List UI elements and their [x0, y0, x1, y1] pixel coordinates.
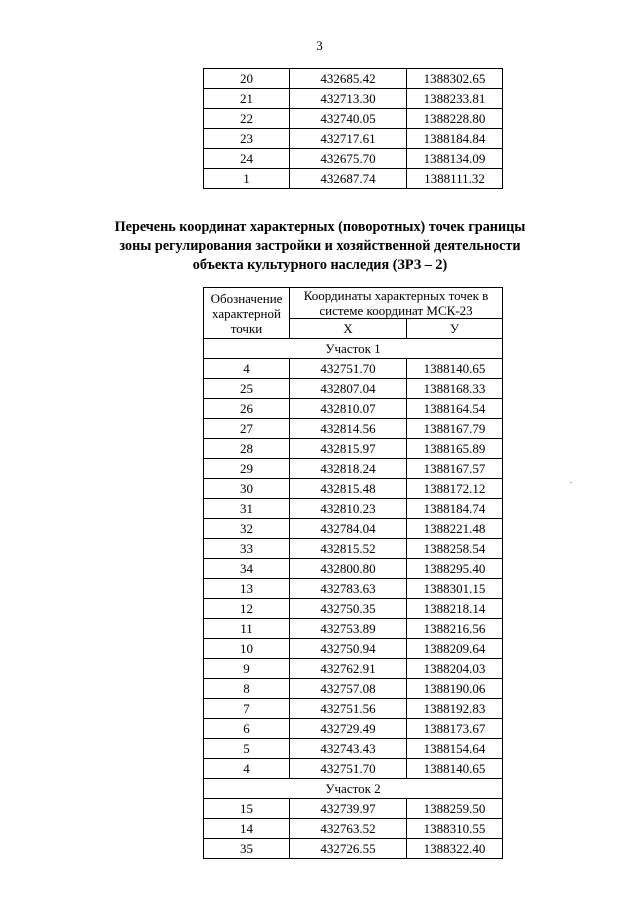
- point-designation-header: Обозначение характерной точки: [204, 288, 290, 339]
- table-row: [204, 89, 503, 109]
- x-coordinate-cell: 432751.56: [290, 699, 407, 719]
- y-coordinate-cell: 1388218.14: [407, 599, 503, 619]
- table-row: [204, 799, 503, 819]
- x-coordinate-cell: 432751.70: [290, 359, 407, 379]
- continued-coordinates-table: [203, 68, 503, 189]
- x-coordinate-cell: 432743.43: [290, 739, 407, 759]
- table-row: [204, 599, 503, 619]
- section-heading: Перечень координат характерных (поворотных) точек границы зоны регулирования застройки и хозяйственной деятельности объекта культурного наследия (ЗРЗ – 2): [114, 219, 526, 273]
- y-coordinate-cell: 1388168.33: [407, 379, 503, 399]
- y-coordinate-cell: 1388190.06: [407, 679, 503, 699]
- table-row: [204, 619, 503, 639]
- table-row: [204, 699, 503, 719]
- x-coordinate-cell: 432807.04: [290, 379, 407, 399]
- y-coordinate-cell: 1388204.03: [407, 659, 503, 679]
- x-coordinate-cell: 432815.52: [290, 539, 407, 559]
- section-title-row: [204, 339, 503, 359]
- table-row: [204, 739, 503, 759]
- y-coordinate-cell: 1388140.65: [407, 759, 503, 779]
- x-coordinate-cell: 432753.89: [290, 619, 407, 639]
- point-number-cell: 10: [204, 639, 290, 659]
- y-coordinate-cell: 1388221.48: [407, 519, 503, 539]
- y-coordinate-cell: 1388184.84: [407, 129, 503, 149]
- point-number-cell: 23: [204, 129, 290, 149]
- table-row: [204, 579, 503, 599]
- stray-mark: .: [570, 476, 572, 485]
- point-number-cell: 26: [204, 399, 290, 419]
- point-number-cell: 28: [204, 439, 290, 459]
- y-coordinate-cell: 1388111.32: [407, 169, 503, 189]
- x-coordinate-cell: 432740.05: [290, 109, 407, 129]
- page-number: 3: [316, 38, 323, 53]
- x-coordinate-cell: 432810.07: [290, 399, 407, 419]
- table-row: [204, 129, 503, 149]
- x-coordinate-cell: 432750.35: [290, 599, 407, 619]
- y-coordinate-cell: 1388258.54: [407, 539, 503, 559]
- x-coordinate-cell: 432818.24: [290, 459, 407, 479]
- table-row: [204, 839, 503, 859]
- table-row: [204, 679, 503, 699]
- point-number-cell: 24: [204, 149, 290, 169]
- x-coordinate-cell: 432815.97: [290, 439, 407, 459]
- table-row: [204, 69, 503, 89]
- x-coordinate-cell: 432757.08: [290, 679, 407, 699]
- x-coordinate-cell: 432810.23: [290, 499, 407, 519]
- y-column-header: У: [407, 319, 503, 339]
- y-coordinate-cell: 1388216.56: [407, 619, 503, 639]
- point-number-cell: 4: [204, 759, 290, 779]
- y-coordinate-cell: 1388192.83: [407, 699, 503, 719]
- y-coordinate-cell: 1388173.67: [407, 719, 503, 739]
- x-coordinate-cell: 432750.94: [290, 639, 407, 659]
- x-coordinate-cell: 432814.56: [290, 419, 407, 439]
- table-row: [204, 169, 503, 189]
- y-coordinate-cell: 1388167.57: [407, 459, 503, 479]
- x-coordinate-cell: 432717.61: [290, 129, 407, 149]
- y-coordinate-cell: 1388322.40: [407, 839, 503, 859]
- y-coordinate-cell: 1388295.40: [407, 559, 503, 579]
- table-row: [204, 359, 503, 379]
- y-coordinate-cell: 1388310.55: [407, 819, 503, 839]
- table-row: [204, 149, 503, 169]
- point-number-cell: 7: [204, 699, 290, 719]
- section-title: Участок 1: [204, 339, 503, 359]
- x-coordinate-cell: 432685.42: [290, 69, 407, 89]
- point-number-cell: 5: [204, 739, 290, 759]
- x-coordinate-cell: 432713.30: [290, 89, 407, 109]
- x-column-header: X: [290, 319, 407, 339]
- y-coordinate-cell: 1388209.64: [407, 639, 503, 659]
- y-coordinate-cell: 1388301.15: [407, 579, 503, 599]
- table-row: [204, 109, 503, 129]
- table-row: [204, 459, 503, 479]
- x-coordinate-cell: 432762.91: [290, 659, 407, 679]
- x-coordinate-cell: 432687.74: [290, 169, 407, 189]
- section-title: Участок 2: [204, 779, 503, 799]
- y-coordinate-cell: 1388165.89: [407, 439, 503, 459]
- x-coordinate-cell: 432751.70: [290, 759, 407, 779]
- y-coordinate-cell: 1388154.64: [407, 739, 503, 759]
- x-coordinate-cell: 432763.52: [290, 819, 407, 839]
- coordinates-header: Координаты характерных точек в системе координат МСК-23: [290, 288, 503, 319]
- point-number-cell: 15: [204, 799, 290, 819]
- point-number-cell: 31: [204, 499, 290, 519]
- point-number-cell: 32: [204, 519, 290, 539]
- point-number-cell: 13: [204, 579, 290, 599]
- point-number-cell: 33: [204, 539, 290, 559]
- point-number-cell: 4: [204, 359, 290, 379]
- point-number-cell: 29: [204, 459, 290, 479]
- y-coordinate-cell: 1388164.54: [407, 399, 503, 419]
- table-row: [204, 419, 503, 439]
- table-row: [204, 539, 503, 559]
- table-row: [204, 759, 503, 779]
- y-coordinate-cell: 1388140.65: [407, 359, 503, 379]
- point-number-cell: 34: [204, 559, 290, 579]
- point-number-cell: 8: [204, 679, 290, 699]
- point-number-cell: 27: [204, 419, 290, 439]
- y-coordinate-cell: 1388233.81: [407, 89, 503, 109]
- point-number-cell: 25: [204, 379, 290, 399]
- table-row: [204, 659, 503, 679]
- x-coordinate-cell: 432800.80: [290, 559, 407, 579]
- table-row: [204, 819, 503, 839]
- x-coordinate-cell: 432739.97: [290, 799, 407, 819]
- table-row: [204, 499, 503, 519]
- point-number-cell: 30: [204, 479, 290, 499]
- x-coordinate-cell: 432675.70: [290, 149, 407, 169]
- y-coordinate-cell: 1388302.65: [407, 69, 503, 89]
- point-number-cell: 14: [204, 819, 290, 839]
- x-coordinate-cell: 432784.04: [290, 519, 407, 539]
- point-number-cell: 6: [204, 719, 290, 739]
- zrz2-coordinates-table: [203, 287, 503, 859]
- point-number-cell: 1: [204, 169, 290, 189]
- point-number-cell: 11: [204, 619, 290, 639]
- y-coordinate-cell: 1388228.80: [407, 109, 503, 129]
- x-coordinate-cell: 432726.55: [290, 839, 407, 859]
- table-row: [204, 399, 503, 419]
- y-coordinate-cell: 1388134.09: [407, 149, 503, 169]
- table-row: [204, 439, 503, 459]
- point-number-cell: 20: [204, 69, 290, 89]
- table-row: [204, 519, 503, 539]
- x-coordinate-cell: 432815.48: [290, 479, 407, 499]
- table-row: [204, 559, 503, 579]
- x-coordinate-cell: 432783.63: [290, 579, 407, 599]
- table-row: [204, 639, 503, 659]
- table-row: [204, 379, 503, 399]
- point-number-cell: 21: [204, 89, 290, 109]
- y-coordinate-cell: 1388172.12: [407, 479, 503, 499]
- table-row: [204, 719, 503, 739]
- y-coordinate-cell: 1388167.79: [407, 419, 503, 439]
- section-title-row: [204, 779, 503, 799]
- y-coordinate-cell: 1388259.50: [407, 799, 503, 819]
- point-number-cell: 9: [204, 659, 290, 679]
- point-number-cell: 12: [204, 599, 290, 619]
- y-coordinate-cell: 1388184.74: [407, 499, 503, 519]
- point-number-cell: 35: [204, 839, 290, 859]
- x-coordinate-cell: 432729.49: [290, 719, 407, 739]
- point-number-cell: 22: [204, 109, 290, 129]
- table-row: [204, 479, 503, 499]
